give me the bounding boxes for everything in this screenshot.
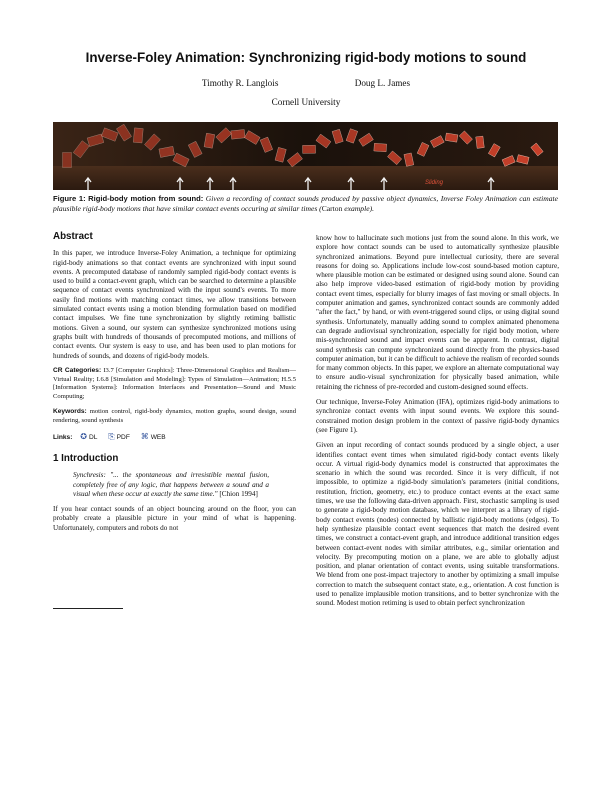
carton-frame — [476, 136, 485, 148]
teaser-image — [53, 122, 558, 190]
author-1: Timothy R. Langlois — [201, 78, 279, 88]
keywords-text: motion control, rigid-body dynamics, motion graphs, sound design, sound rendering, sound synthesis — [53, 408, 296, 424]
author-2: Doug L. James — [354, 78, 411, 88]
intro-heading: 1 Introduction — [53, 452, 119, 464]
right-paragraph-2: Our technique, Inverse-Foley Animation (IFA), optimizes rigid-body animations to synchronize contact events with input sound events. We explore this sound-constrained motion design problem in the context of passive rigid-body dynamics (see Figure 1). — [316, 398, 559, 434]
pdf-link-label: PDF — [116, 433, 130, 441]
caption-end: example). — [342, 204, 374, 214]
teaser-floor — [53, 166, 558, 190]
epigraph-cite: [Chion 1994] — [219, 489, 258, 498]
carton-frame — [374, 143, 387, 152]
caption-text: Given a recording of contact sounds produced by passive object dynamics, Inverse Foley Animation can estimate plausible rigid-body motions that have similar contact events occuring at similar times ( — [53, 194, 558, 214]
affiliation: Cornell University — [271, 97, 341, 107]
abstract-paragraph: In this paper, we introduce Inverse-Foley Animation, a technique for optimizing rigid-body animations so that contact events are synchronized with input sound events. A precomputed database of randomly sampled rigid-body contact events is used to build a contact-event graph, which can be searched to determine a plausible sequence of contact events synchronized with the input sound's events. To more easily find motions with matching contact times, we allow transitions between simulated contact events using a motion blending formulation based on modified contact impulses. We fine tune synchronization by slightly retiming ballistic motions. Given a sound, our system can synthesize synchronized motions using graphs built with hundreds of thousands of precomputed motions, and millions of contact events. Our system is easy to use, and has been used to plan motions for hundreds of sounds, and dozens of rigid-body models. — [53, 249, 296, 360]
links-label: Links: — [53, 433, 73, 441]
epigraph-text: Synchresis: "... the spontaneous and irresistible mental fusion, completely free of any logic, that happens between a sound and a visual when these occur at exactly the same time." — [73, 471, 269, 498]
sliding-label: Sliding — [425, 180, 444, 186]
right-column — [316, 234, 559, 615]
abstract-heading: Abstract — [53, 231, 93, 242]
cr-label: CR Categories: — [53, 366, 102, 374]
epigraph — [73, 471, 269, 499]
carton-frame — [445, 133, 458, 142]
paper-title: Inverse-Foley Animation: Synchronizing rigid-body motions to sound — [85, 50, 527, 65]
web-link-label: WEB — [150, 433, 166, 441]
keywords-label: Keywords: — [53, 408, 87, 416]
footnote-rule — [53, 608, 123, 609]
links-row — [53, 432, 296, 442]
caption-bold: Rigid-body motion from sound: — [88, 194, 204, 203]
pdf-link[interactable] — [108, 431, 130, 441]
intro-paragraph: If you hear contact sounds of an object bouncing around on the floor, you can probably create a plausible picture in your mind of what is happening. Unfortunately, computers and robots do not — [53, 505, 296, 532]
carton-frame — [63, 153, 72, 168]
dl-link-label: DL — [88, 433, 98, 441]
right-paragraph-1: know how to hallucinate such motions just from the sound alone. In this work, we explore how contact sounds can be used to automatically synthesize plausible synchronized animations. Beyond pure intellectual curiosity, there are several reasons for doing so. Applications include low-cost sound-based motion capture, where plausible motion can be estimated or designed using sound alone. Sound can also help improve video-based estimation of rigid-body motion by providing contact event times, especially for blurry images of fast moving or small objects. In computer animation and games, synchronized contact sounds are commonly added "after the fact," by hand, or with event-triggered sound clips, or using digital sound synthesis. Unfortunately, manually adding sound to complex animated phenomena can degrade audiovisual synchronization, especially for rigid body motion, where mis-synchronized sound and impact events can be apparent. In contrast, digital sound synthesis can compute synchronized sound directly from the physics-based computer animation, but it can be difficult to achieve the realism of recorded sounds for many common objects. In this paper, we explore an alternate computational way to ensure audio-visual synchronization for physically based animation, while retaining the richness of pre-recorded and custom-designed sound effects. — [316, 234, 559, 391]
dl-icon: ✪ — [80, 431, 87, 441]
teaser-figure — [53, 122, 558, 190]
cr-text: I3.7 [Computer Graphics]: Three-Dimensional Graphics and Realism—Virtual Reality; I.6.8 [Simulation and Modeling]: Types of Simulation—Animation; H.5.5 [Information Systems]: Information Interfaces and Presentation—Sound and Music Computing; — [53, 366, 296, 401]
left-column — [53, 232, 296, 539]
caption-label: Figure 1: — [53, 194, 86, 203]
dl-link[interactable] — [80, 431, 98, 441]
caption-tail: Carton — [321, 204, 343, 214]
pdf-icon: ⎘ — [108, 431, 115, 441]
carton-frame — [133, 128, 143, 143]
keywords — [53, 408, 296, 426]
figure-caption — [53, 194, 558, 215]
carton-frame — [303, 145, 316, 153]
web-icon: ⌘ — [140, 431, 149, 441]
right-paragraph-3: Given an input recording of contact sounds produced by a single object, a user identifies contact event times when simulated rigid-body contact events likely occur. A virtual rigid-body dynamics model is constructed that approximates the scenario in which the sound was recorded. Since it is very difficult, if not impossible, to optimize a rigid-body simulation's parameters (initial conditions, restitution, friction, geometry, etc.) to produce contact events at the exact same times, we use the following data-driven approach. First, stochastic sampling is used to generate a rigid-body motion database, which we interpret as a library of rigid-body contact events (nodes) connected by ballistic rigid-body motions (edges). To help synthesize plausible contact event sequences that match the desired event times, we construct a contact-event graph, and introduce additional transition edges between contact-event nodes with similar attributes, e.g., similar orientation and velocity. By precomputing motion on a plane, we are able to globally adjust position, and planar orientation of contact events, using suitable transformations. We blend from one post-impact trajectory to another by optimizing a small impulse correction to match the subsequent contact state, e.g., orientation. A cost function is used to penalize implausible motion transitions, and to better synchronize with the sound. Modest motion retiming is used to obtain perfect synchronization — [316, 441, 559, 608]
carton-frame — [231, 130, 245, 140]
cr-categories — [53, 367, 296, 402]
authors — [0, 78, 612, 88]
web-link[interactable] — [140, 431, 166, 441]
